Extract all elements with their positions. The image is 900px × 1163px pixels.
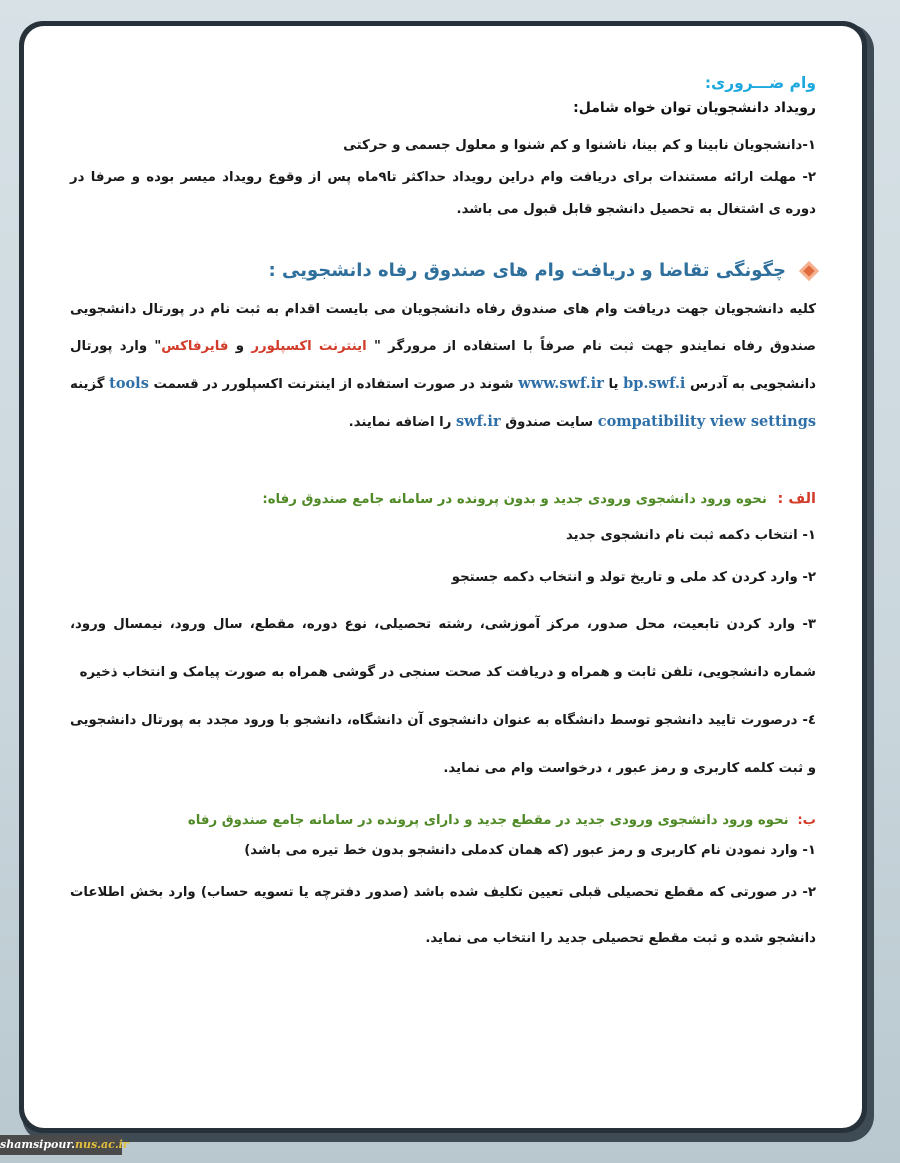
- part-a-item-2: ۲- وارد کردن کد ملی و تاریخ تولد و انتخاب دکمه جستجو: [451, 570, 816, 585]
- part-b-heading: [70, 813, 816, 828]
- emergency-loan-heading: وام ضـــروری:: [704, 74, 816, 92]
- section-heading: [70, 260, 816, 281]
- site-watermark: [0, 1135, 129, 1155]
- compatibility-view-term: compatibility view settings: [597, 413, 816, 430]
- section-title: چگونگی تقاضا و دریافت وام های صندوق رفاه دانشجویی :: [268, 260, 786, 281]
- part-a-label: الف :: [777, 491, 816, 507]
- url-bp-swf[interactable]: bp.swf.i: [623, 375, 686, 392]
- part-a-item-4: ٤- درصورت تایید دانشجو توسط دانشگاه به عنوان دانشجوی آن دانشگاه، دانشجو با ورود مجدد به پورتال دانشجویی و ثبت کلمه کاربری و رمز عبور ، درخواست وام می نماید.: [70, 713, 816, 776]
- watermark-domain: nus.ac.ir: [74, 1138, 129, 1151]
- url-www-swf[interactable]: www.swf.ir: [518, 375, 604, 392]
- part-a-title: نحوه ورود دانشجوی ورودی جدید و بدون پرونده در سامانه جامع صندوق رفاه:: [262, 492, 767, 507]
- browser-ie: اینترنت اکسپلورر: [251, 339, 367, 354]
- event-intro: رویداد دانشجویان توان خواه شامل:: [573, 100, 816, 116]
- para-text-3: شوند در صورت استفاده از اینترنت اکسپلورر در قسمت: [153, 377, 514, 392]
- para-text-1: کلیه دانشجویان جهت دریافت وام های صندوق رفاه دانشجویان می بایست اقدام به ثبت نام در پورتال دانشجویی صندوق رفاه نمایندو جهت ثبت نام صرفاً با استفاده از مرورگر ": [70, 302, 816, 354]
- part-b-item-2: ۲- در صورتی که مقطع تحصیلی قبلی تعیین تکلیف شده باشد (صدور دفترچه یا تسویه حساب) وارد بخش اطلاعات دانشجو شده و ثبت مقطع تحصیلی جدید را انتخاب می نماید.: [70, 885, 816, 946]
- emergency-item-1: ۱-دانشجویان نابینا و کم بینا، ناشنوا و کم شنوا و معلول جسمی و حرکتی: [343, 138, 816, 153]
- browser-firefox: فایرفاکس: [161, 339, 229, 354]
- para-text-4: گزینه: [70, 377, 105, 392]
- part-b-item-1: ۱- وارد نمودن نام کاربری و رمز عبور (که همان کدملی دانشجو بدون خط تیره می باشد): [244, 843, 816, 858]
- and-word: و: [235, 339, 245, 354]
- diamond-bullet-icon: [799, 261, 819, 281]
- part-a-heading: [70, 491, 816, 507]
- url-swf-ir[interactable]: swf.ir: [456, 413, 501, 430]
- para-text-2: " وارد پورتال دانشجویی به آدرس: [70, 339, 816, 392]
- part-b-title: نحوه ورود دانشجوی ورودی جدید در مقطع جدید و دارای پرونده در سامانه جامع صندوق رفاه: [187, 813, 789, 828]
- application-paragraph: [70, 291, 816, 441]
- document-frame: [19, 21, 867, 1133]
- para-text-6: را اضافه نمایند.: [348, 415, 452, 430]
- or-word: یا: [608, 377, 619, 392]
- tools-term: tools: [109, 375, 149, 392]
- part-b-label: ب:: [797, 813, 816, 828]
- part-a-item-3: ۳- وارد کردن تابعیت، محل صدور، مرکز آموزشی، رشته تحصیلی، نوع دوره، مقطع، سال ورود، نیمسال ورود، شماره دانشجویی، تلفن ثابت و همراه و دریافت کد صحت سنجی در گوشی همراه به صورت پیامک و انتخاب ذخیره: [70, 617, 816, 680]
- emergency-item-2: ۲- مهلت ارائه مستندات برای دریافت وام دراین رویداد حداکثر تا۹ماه پس از وقوع رویداد میسر بوده و صرفا در دوره ی اشتغال به تحصیل دانشجو قابل قبول می باشد.: [70, 170, 817, 217]
- document-page[interactable]: [24, 26, 862, 1128]
- para-text-5: سایت صندوق: [505, 415, 594, 430]
- part-a-item-1: ۱- انتخاب دکمه ثبت نام دانشجوی جدید: [565, 528, 816, 543]
- watermark-name: shamsipour.: [0, 1138, 75, 1151]
